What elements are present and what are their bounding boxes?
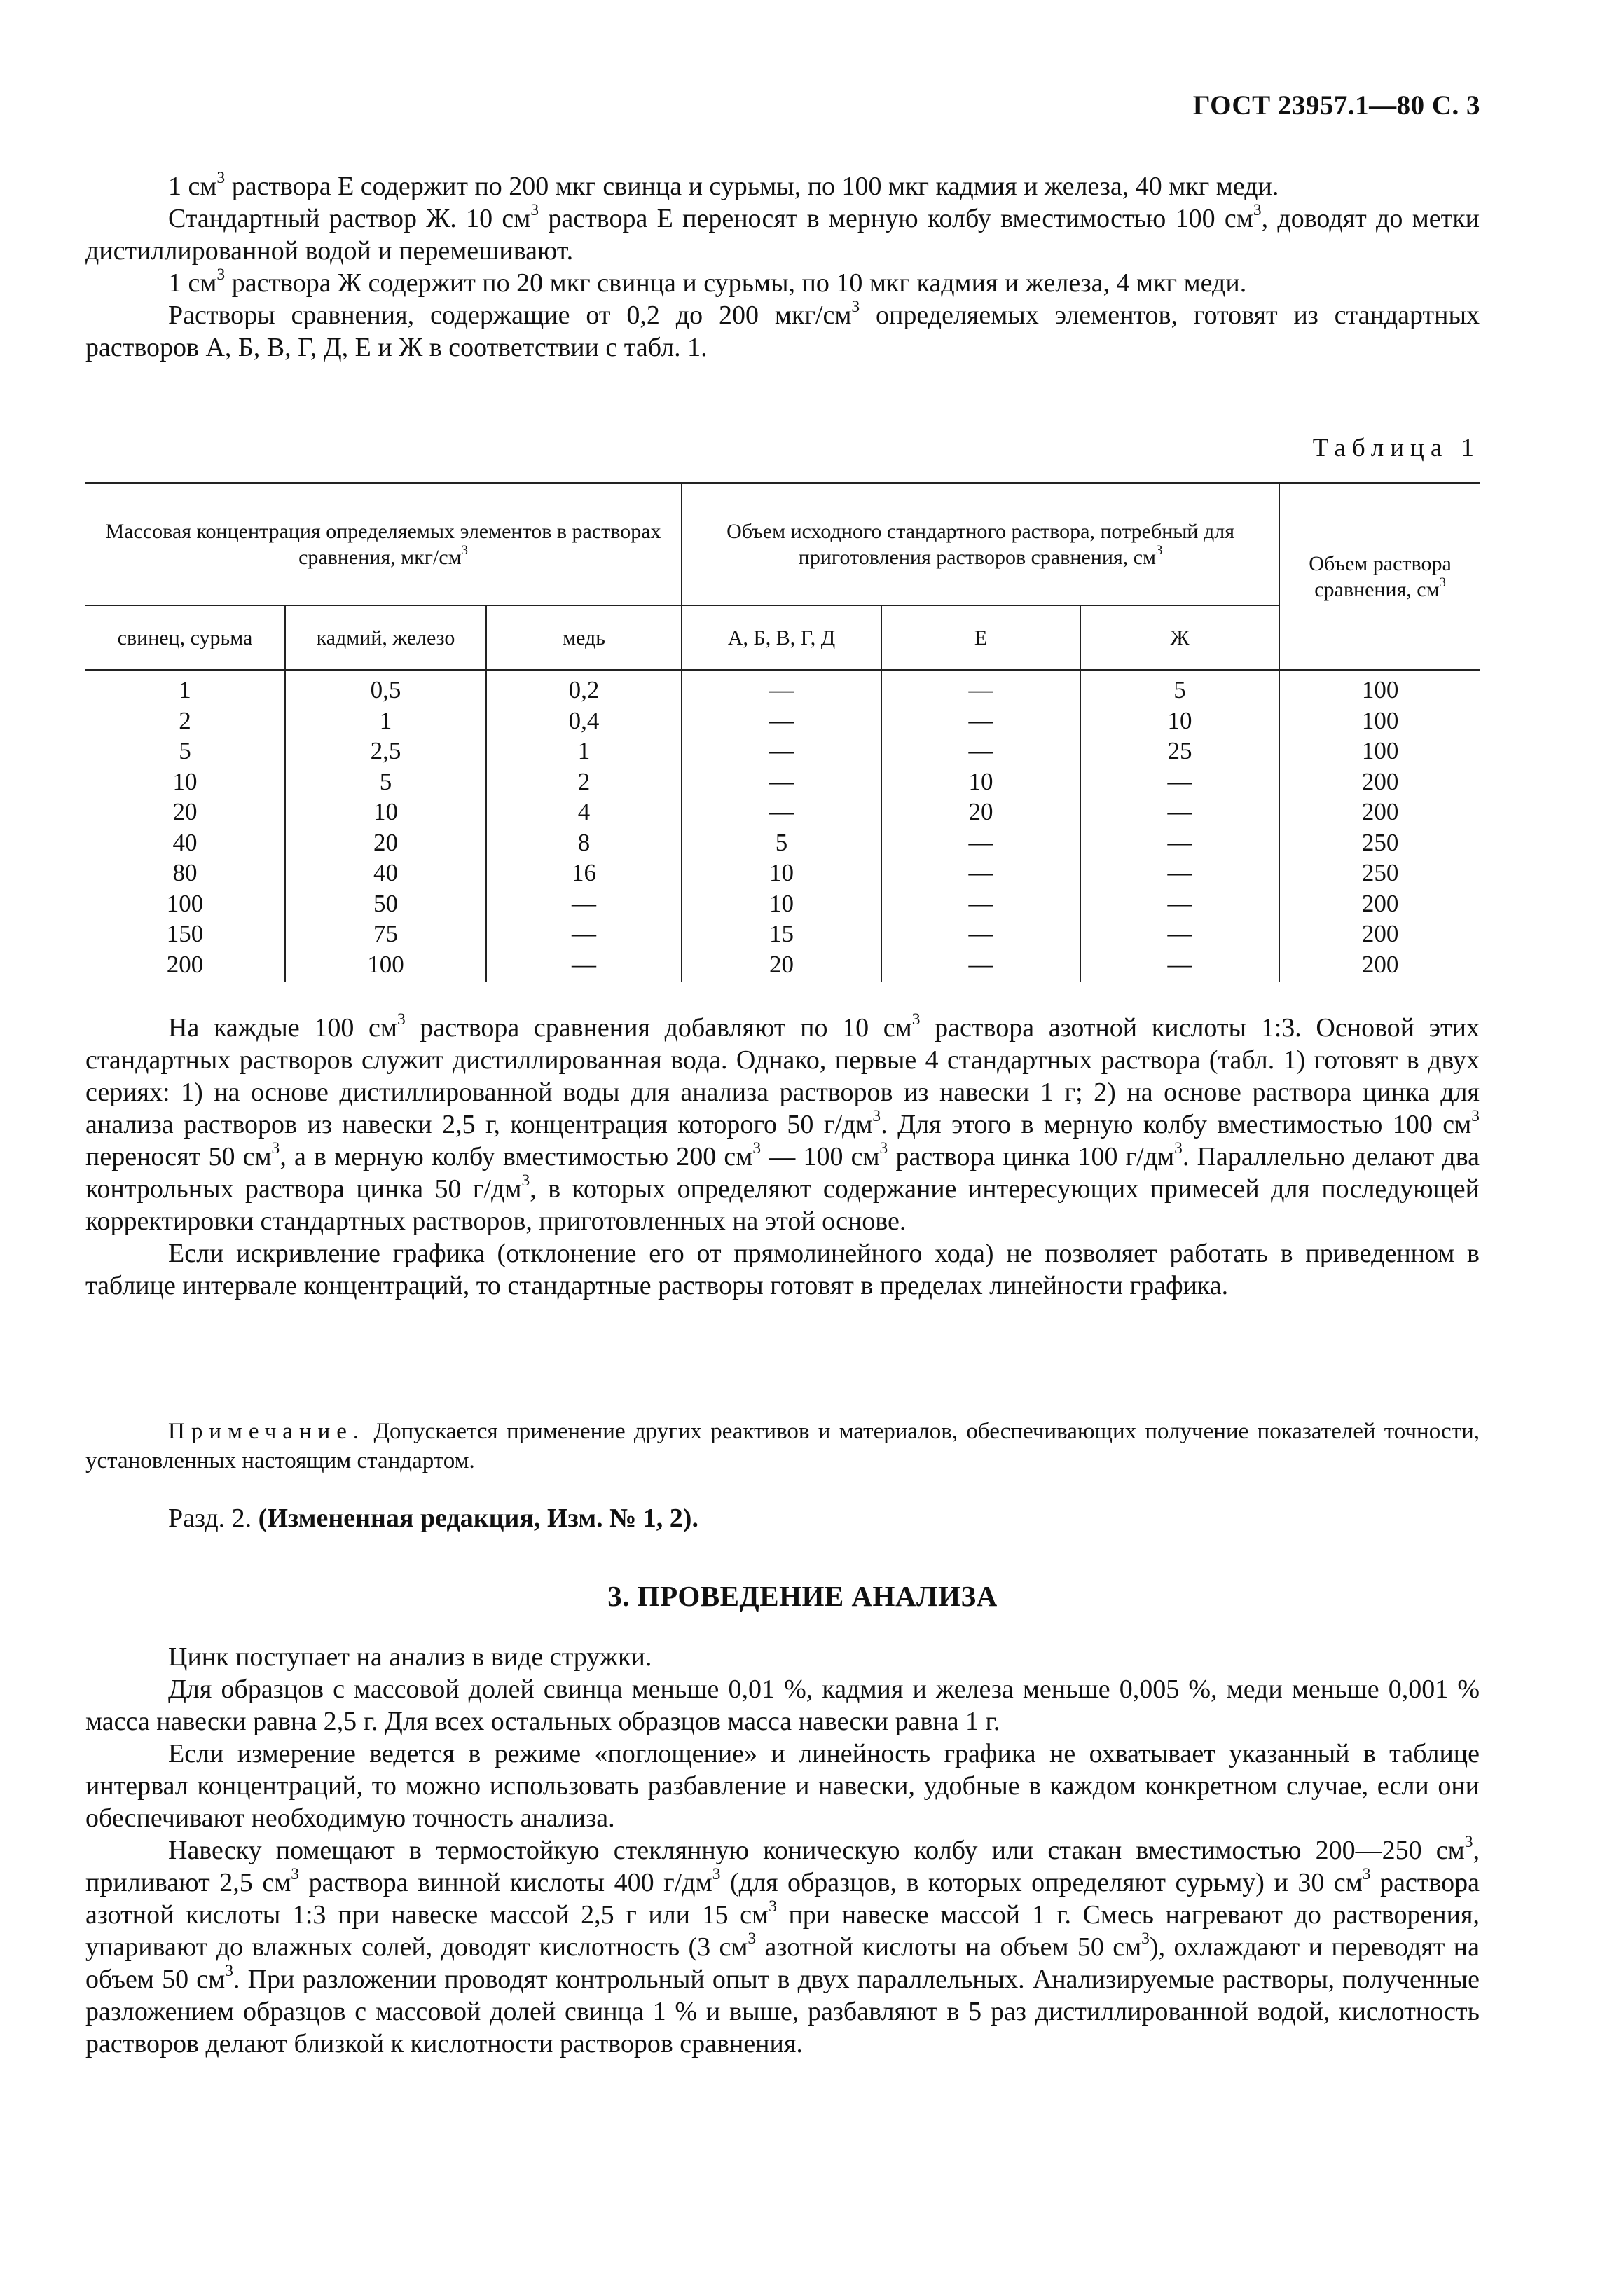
table-cell: — xyxy=(881,888,1080,919)
table-cell: — xyxy=(881,670,1080,706)
table-cell: 0,4 xyxy=(486,706,682,736)
paragraph: Если измерение ведется в режиме «поглощение» и линейность графика не охватывает указанный в таблице интервал концентраций, то можно использовать разбавление и навески, удобные в каждом конкретном случае, если они обеспечивают необходимую точность анализа. xyxy=(85,1739,1480,1833)
table-group-header-concentration: Массовая концентрация определяемых элементов в растворах сравнения, мкг/$см^3$ xyxy=(85,483,682,606)
table-cell: — xyxy=(881,949,1080,983)
table-cell: 100 xyxy=(1279,670,1480,706)
table-cell: 0,2 xyxy=(486,670,682,706)
table-cell: 5 xyxy=(1080,670,1279,706)
table-cell: — xyxy=(682,706,881,736)
table-cell: 20 xyxy=(172,798,198,825)
intro-text xyxy=(85,170,1480,364)
table-cell: 2 xyxy=(486,767,682,797)
table-cell: — xyxy=(682,736,881,767)
table-cell: 16 xyxy=(486,858,682,888)
note-text: Допускается применение других реактивов и материалов, обеспечивающих получение показателей точности, установленных настоящим стандартом. xyxy=(85,1419,1480,1473)
table-cell: 8 xyxy=(486,827,682,858)
table-cell: 10 xyxy=(285,797,486,827)
table-cell: 100 xyxy=(1279,736,1480,767)
middle-text xyxy=(85,1012,1480,1302)
table-cell: 100 xyxy=(1279,706,1480,736)
table-cell: 50 xyxy=(285,888,486,919)
table-cell: — xyxy=(881,736,1080,767)
table-cell: — xyxy=(881,919,1080,949)
table-cell: — xyxy=(1080,827,1279,858)
paragraph: На каждые 100 $см^3$ раствора сравнения добавляют по 10 $см^3$ раствора азотной кислоты 1:3. Основой этих стандартных растворов служит дистиллированная вода. Однако, первые 4 стандартных раствора (табл. 1) готовят в двух сериях: 1) на основе дистиллированной воды для анализа растворов из навески 1 г; 2) на основе раствора цинка для анализа растворов из навески 2,5 г, концентрация которого 50 $г/дм^3$. Для этого в мерную колбу вместимостью 100 $см^3$ переносят 50 $см^3$, а в мерную колбу вместимостью 200 $см^3$ — 100 $см^3$ раствора цинка 100 $г/дм^3$. Параллельно делают два контрольных раствора цинка 50 $г/дм^3$, в которых определяют содержание интересующих примесей для последующей корректировки стандартных растворов, приготовленных на этой основе. xyxy=(85,1010,1480,1236)
table-1 xyxy=(85,482,1480,982)
paragraph: 1 $см^3$ раствора Ж содержит по 20 мкг свинца и сурьмы, по 10 мкг кадмия и железа, 4 мкг меди. xyxy=(168,265,1247,298)
table-row xyxy=(85,706,1480,736)
table-cell: 250 xyxy=(1279,858,1480,888)
table-cell: 2,5 xyxy=(285,736,486,767)
note xyxy=(85,1417,1480,1476)
table-row xyxy=(85,919,1480,949)
table-cell: 1 xyxy=(285,706,486,736)
table-cell: — xyxy=(682,797,881,827)
table-row xyxy=(85,736,1480,767)
table-cell: 0,5 xyxy=(285,670,486,706)
table-cell: — xyxy=(1080,797,1279,827)
paragraph: Растворы сравнения, содержащие от 0,2 до 200 мкг/$см^3$ определяемых элементов, готовят из стандартных растворов А, Б, В, Г, Д, Е и Ж в соответствии с табл. 1. xyxy=(85,297,1480,362)
table-cell: — xyxy=(682,670,881,706)
table-cell: 100 xyxy=(285,949,486,983)
paragraph: Если искривление графика (отклонение его от прямолинейного хода) не позволяет работать в приведенном в таблице интервале концентраций, то стандартные растворы готовят в пределах линейности графика. xyxy=(85,1239,1480,1300)
table-cell: 80 xyxy=(172,859,198,886)
table-cell: — xyxy=(1080,949,1279,983)
table-cell: 4 xyxy=(486,797,682,827)
table-cell: — xyxy=(1080,888,1279,919)
table-cell: 1 xyxy=(486,736,682,767)
table-cell: 10 xyxy=(172,767,198,795)
table-group-header-reference-volume: Объем раствора сравнения, $см^3$ xyxy=(1279,483,1480,671)
table-row xyxy=(85,797,1480,827)
table-body xyxy=(85,670,1480,982)
table-cell: 20 xyxy=(881,797,1080,827)
table-subheader: Е xyxy=(881,605,1080,670)
table-cell: 20 xyxy=(285,827,486,858)
table-subheader: кадмий, железо xyxy=(285,605,486,670)
table-cell: — xyxy=(881,858,1080,888)
table-cell: 200 xyxy=(1279,767,1480,797)
table-cell: 10 xyxy=(682,858,881,888)
table-row xyxy=(85,670,1480,706)
table-cell: 150 xyxy=(166,920,204,947)
table-cell: 5 xyxy=(682,827,881,858)
table-cell: 200 xyxy=(1279,888,1480,919)
note-label: Примечание. xyxy=(168,1419,366,1444)
table-subheader: А, Б, В, Г, Д xyxy=(682,605,881,670)
table-cell: 250 xyxy=(1279,827,1480,858)
table-caption: Таблица 1 xyxy=(1312,434,1480,462)
paragraph: Навеску помещают в термостойкую стеклянную коническую колбу или стакан вместимостью 200—250 $см^3$, приливают 2,5 $см^3$ раствора винной кислоты 400 $г/дм^3$ (для образцов, в которых определяют сурьму) и 30 $см^3$ раствора азотной кислоты 1:3 при навеске массой 2,5 г или 15 $см^3$ при навеске массой 1 г. Смесь нагревают до растворения, упаривают до влажных солей, доводят кислотность (3 $см^3$ азотной кислоты на объем 50 $см^3$), охлаждают и переводят на объем 50 $см^3$. При разложении проводят контрольный опыт в двух параллельных. Анализируемые растворы, полученные разложением образцов с массовой долей свинца 1 % и выше, разбавляют в 5 раз дистиллированной водой, кислотность растворов делают близкой к кислотности растворов сравнения. xyxy=(85,1832,1480,2058)
paragraph: Для образцов с массовой долей свинца меньше 0,01 %, кадмия и железа меньше 0,005 %, меди меньше 0,001 % масса навески равна 2,5 г. Для всех остальных образцов масса навески равна 1 г. xyxy=(85,1675,1480,1736)
paragraph: Цинк поступает на анализ в виде стружки. xyxy=(168,1642,652,1672)
table-subheader: Ж xyxy=(1080,605,1279,670)
table-cell: — xyxy=(1080,919,1279,949)
paragraph: 1 $см^3$ раствора Е содержит по 200 мкг свинца и сурьмы, по 100 мкг кадмия и железа, 40 мкг меди. xyxy=(168,168,1279,201)
table-cell: — xyxy=(486,888,682,919)
table-cell: 25 xyxy=(1080,736,1279,767)
table-cell: 75 xyxy=(285,919,486,949)
table-cell: — xyxy=(881,706,1080,736)
table-cell: 10 xyxy=(881,767,1080,797)
table-row xyxy=(85,888,1480,919)
table-cell: 10 xyxy=(682,888,881,919)
table-cell: — xyxy=(486,919,682,949)
table-cell: — xyxy=(486,949,682,983)
table-group-header-stock-volume: Объем исходного стандартного раствора, потребный для приготовления растворов сравнения, $см^3$ xyxy=(682,483,1279,606)
table-cell: 200 xyxy=(1279,919,1480,949)
table-cell: 200 xyxy=(1279,797,1480,827)
table-cell: 5 xyxy=(285,767,486,797)
table-cell: 200 xyxy=(166,950,204,978)
paragraph: Стандартный раствор Ж. 10 $см^3$ раствора Е переносят в мерную колбу вместимостью 100 $см^3$, доводят до метки дистиллированной водой и перемешивают. xyxy=(85,200,1480,266)
table-subheader: свинец, сурьма xyxy=(85,605,285,670)
page-header: ГОСТ 23957.1—80 С. 3 xyxy=(1192,90,1480,121)
table-cell: — xyxy=(881,827,1080,858)
table-subheader: медь xyxy=(486,605,682,670)
table-cell: — xyxy=(682,767,881,797)
table-cell: — xyxy=(1080,767,1279,797)
table-cell: 5 xyxy=(179,737,191,764)
amendment-bold: (Измененная редакция, Изм. № 1, 2). xyxy=(258,1504,698,1533)
amendment-prefix: Разд. 2. xyxy=(168,1504,252,1533)
table-cell: 40 xyxy=(172,828,198,856)
table-cell: 2 xyxy=(179,706,191,734)
table-cell: 1 xyxy=(179,676,191,703)
table-row xyxy=(85,949,1480,983)
section-3-text xyxy=(85,1641,1480,2060)
table-row xyxy=(85,827,1480,858)
table-cell: 10 xyxy=(1080,706,1279,736)
table-row xyxy=(85,767,1480,797)
table-cell: — xyxy=(1080,858,1279,888)
table-cell: 20 xyxy=(682,949,881,983)
section-title: 3. ПРОВЕДЕНИЕ АНАЛИЗА xyxy=(607,1580,998,1612)
table-cell: 200 xyxy=(1279,949,1480,983)
table-cell: 40 xyxy=(285,858,486,888)
amendment-line xyxy=(168,1502,698,1534)
table-row xyxy=(85,858,1480,888)
table-cell: 100 xyxy=(166,889,204,917)
table-cell: 15 xyxy=(682,919,881,949)
